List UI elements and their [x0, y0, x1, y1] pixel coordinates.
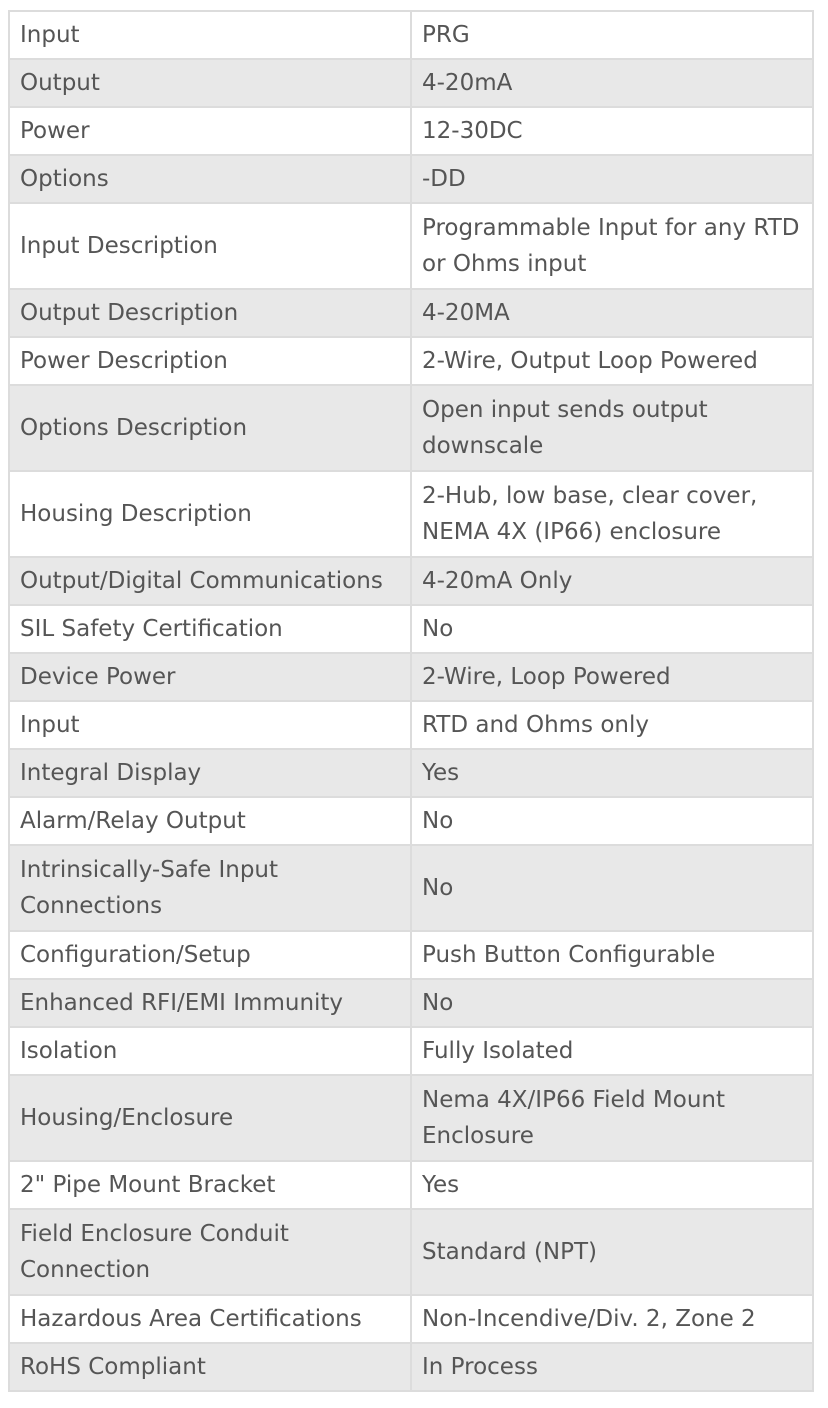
spec-value: 2-Hub, low base, clear cover, NEMA 4X (IP66) enclosure [411, 471, 813, 557]
spec-label: Options [9, 155, 411, 203]
spec-value: Yes [411, 749, 813, 797]
spec-value: -DD [411, 155, 813, 203]
spec-value: 2-Wire, Output Loop Powered [411, 337, 813, 385]
spec-label: Options Description [9, 385, 411, 471]
table-row [9, 337, 813, 385]
table-row [9, 845, 813, 931]
spec-value: No [411, 797, 813, 845]
spec-value: PRG [411, 11, 813, 59]
spec-label: Configuration/Setup [9, 931, 411, 979]
table-row [9, 1343, 813, 1391]
spec-value: Push Button Configurable [411, 931, 813, 979]
table-row [9, 289, 813, 337]
table-row [9, 203, 813, 289]
table-row [9, 701, 813, 749]
spec-label: Device Power [9, 653, 411, 701]
spec-value: In Process [411, 1343, 813, 1391]
spec-label: Input Description [9, 203, 411, 289]
spec-value: 12-30DC [411, 107, 813, 155]
spec-label: Output/Digital Communications [9, 557, 411, 605]
spec-label: Power [9, 107, 411, 155]
spec-label: Input [9, 11, 411, 59]
spec-label: Housing/Enclosure [9, 1075, 411, 1161]
spec-value: 4-20mA Only [411, 557, 813, 605]
spec-value: Nema 4X/IP66 Field Mount Enclosure [411, 1075, 813, 1161]
spec-label: Isolation [9, 1027, 411, 1075]
table-row [9, 1161, 813, 1209]
spec-label: Output Description [9, 289, 411, 337]
table-row [9, 385, 813, 471]
table-row [9, 107, 813, 155]
table-row [9, 1027, 813, 1075]
spec-value: No [411, 605, 813, 653]
spec-value: 2-Wire, Loop Powered [411, 653, 813, 701]
spec-label: Housing Description [9, 471, 411, 557]
spec-value: Fully Isolated [411, 1027, 813, 1075]
table-row [9, 1295, 813, 1343]
spec-label: Power Description [9, 337, 411, 385]
table-row [9, 605, 813, 653]
table-row [9, 11, 813, 59]
spec-label: RoHS Compliant [9, 1343, 411, 1391]
spec-value: Programmable Input for any RTD or Ohms input [411, 203, 813, 289]
spec-label: Input [9, 701, 411, 749]
spec-label: Enhanced RFI/EMI Immunity [9, 979, 411, 1027]
spec-value: Standard (NPT) [411, 1209, 813, 1295]
spec-label: Output [9, 59, 411, 107]
table-row [9, 797, 813, 845]
table-row [9, 1209, 813, 1295]
spec-label: Field Enclosure Conduit Connection [9, 1209, 411, 1295]
spec-value: Non-Incendive/Div. 2, Zone 2 [411, 1295, 813, 1343]
table-row [9, 155, 813, 203]
table-row [9, 749, 813, 797]
spec-value: Open input sends output downscale [411, 385, 813, 471]
spec-value: No [411, 845, 813, 931]
table-row [9, 979, 813, 1027]
spec-label: SIL Safety Certification [9, 605, 411, 653]
specifications-table [8, 10, 814, 1392]
table-row [9, 1075, 813, 1161]
table-row [9, 557, 813, 605]
spec-label: Integral Display [9, 749, 411, 797]
spec-label: Hazardous Area Certifications [9, 1295, 411, 1343]
spec-label: Intrinsically-Safe Input Connections [9, 845, 411, 931]
spec-value: 4-20MA [411, 289, 813, 337]
spec-label: Alarm/Relay Output [9, 797, 411, 845]
spec-value: No [411, 979, 813, 1027]
spec-value: Yes [411, 1161, 813, 1209]
table-row [9, 931, 813, 979]
spec-value: 4-20mA [411, 59, 813, 107]
table-row [9, 471, 813, 557]
table-row [9, 59, 813, 107]
spec-value: RTD and Ohms only [411, 701, 813, 749]
table-row [9, 653, 813, 701]
spec-label: 2" Pipe Mount Bracket [9, 1161, 411, 1209]
